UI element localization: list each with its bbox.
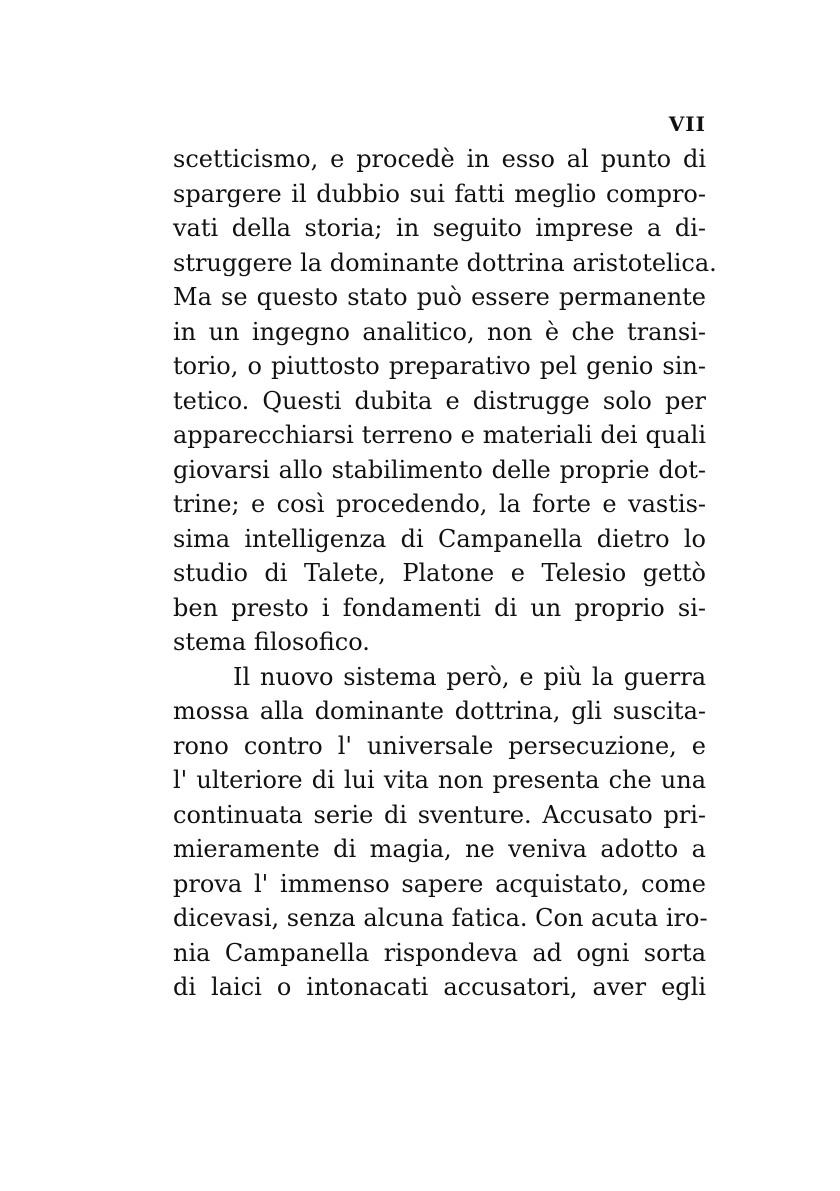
text-line: l' ulteriore di lui vita non presenta che una bbox=[173, 766, 706, 794]
text-line: mieramente di magia, ne veniva adotto a bbox=[173, 835, 706, 863]
text-line: prova l' immenso sapere acquistato, come bbox=[173, 869, 706, 898]
text-line: apparecchiarsi terreno e materiali dei quali bbox=[173, 421, 706, 449]
text-line: di laici o intonacati accusatori, aver egli bbox=[173, 973, 706, 1001]
text-line: ben presto i fondamenti di un proprio si- bbox=[173, 593, 706, 622]
page-number: VII bbox=[668, 112, 706, 136]
text-line: Ma se questo stato può essere permanente bbox=[173, 283, 706, 311]
paragraph-2 bbox=[173, 660, 706, 1005]
body-text bbox=[173, 142, 717, 1005]
text-line: tetico. Questi dubita e distrugge solo per bbox=[173, 386, 706, 415]
text-line: struggere la dominante dottrina aristotelica. bbox=[173, 248, 717, 277]
text-line: giovarsi allo stabilimento delle proprie dot- bbox=[173, 455, 706, 484]
text-line: Il nuovo sistema però, e più la guerra bbox=[233, 662, 706, 691]
text-line: stema filosofico. bbox=[173, 628, 370, 656]
text-line: studio di Talete, Platone e Telesio gettò bbox=[173, 559, 706, 587]
paragraph-1 bbox=[173, 142, 717, 660]
text-line: rono contro l' universale persecuzione, e bbox=[173, 731, 706, 760]
text-line: torio, o piuttosto preparativo pel genio sin- bbox=[173, 352, 706, 380]
text-line: dicevasi, senza alcuna fatica. Con acuta iro- bbox=[173, 904, 708, 932]
text-line: continuata serie di sventure. Accusato pri- bbox=[173, 800, 706, 829]
text-line: trine; e così procedendo, la forte e vastis- bbox=[173, 490, 706, 518]
text-line: vati della storia; in seguito imprese a di- bbox=[173, 214, 706, 242]
text-line: scetticismo, e procedè in esso al punto di bbox=[173, 145, 706, 173]
text-line: sima intelligenza di Campanella dietro lo bbox=[173, 524, 706, 553]
text-line: spargere il dubbio sui fatti meglio compro- bbox=[173, 179, 706, 208]
text-line: nia Campanella rispondeva ad ogni sorta bbox=[173, 938, 706, 967]
text-line: mossa alla dominante dottrina, gli suscita- bbox=[173, 697, 706, 725]
text-line: in un ingegno analitico, non è che transi- bbox=[173, 317, 706, 346]
